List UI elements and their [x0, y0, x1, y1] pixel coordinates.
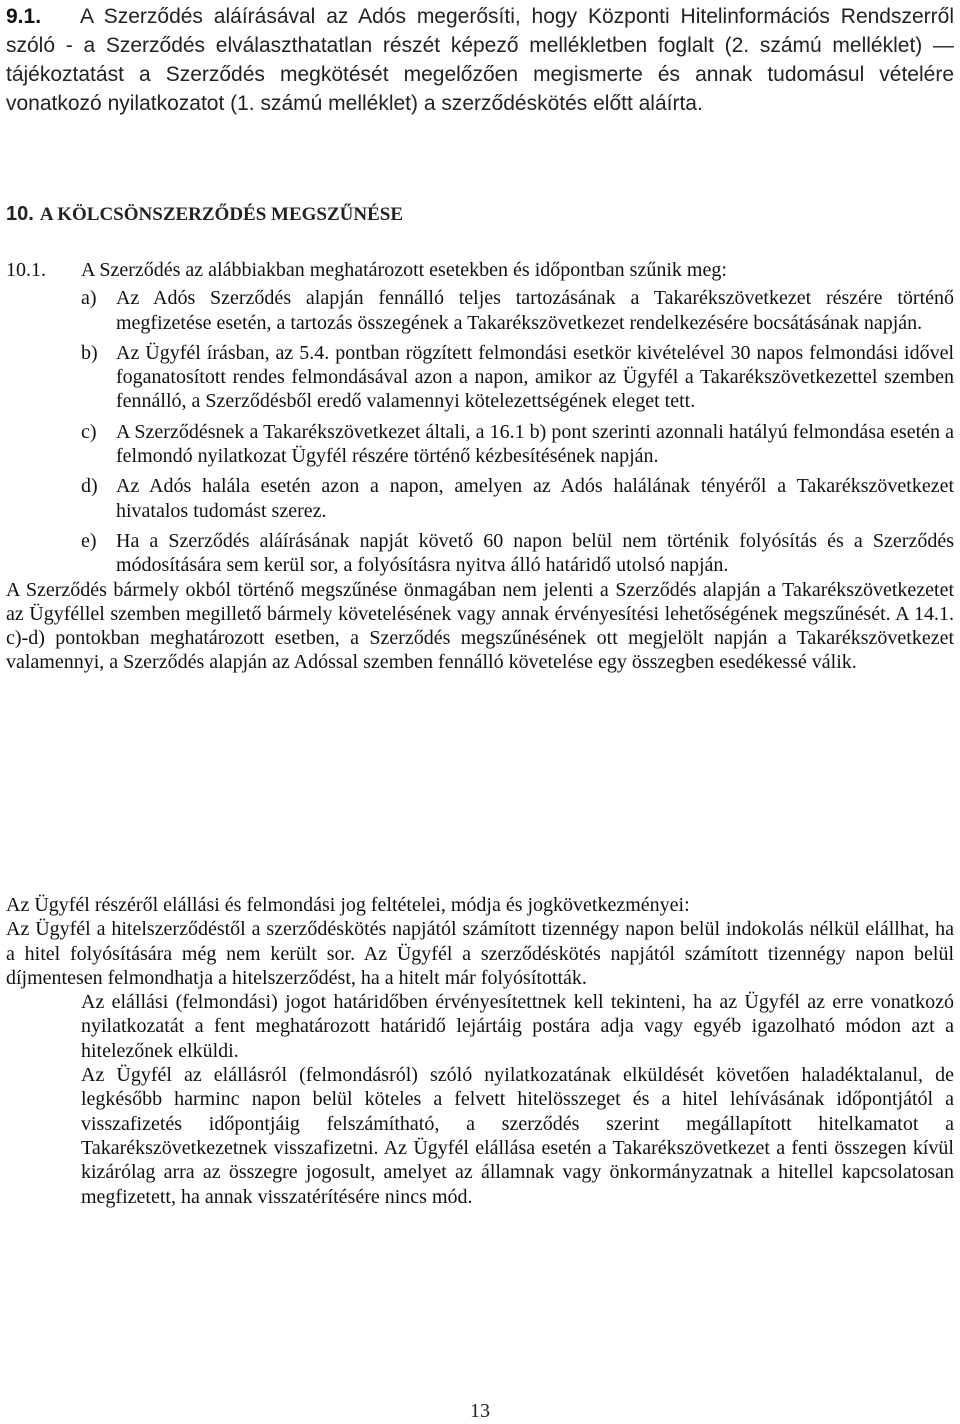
list-item-text: Az Ügyfél írásban, az 5.4. pontban rögzített felmondási esetkör kivételével 30 napos felmondási idővel foganatosított rendes felmondásával azon a napon, amikor az Ügyfél a Takarékszövetkezettel szemben fennálló, a Szerződésből eredő valamennyi kötelezettségének eleget tett.	[116, 341, 954, 413]
list-item-label: b)	[81, 341, 98, 364]
list-item-text: Ha a Szerződés aláírásának napját követő 60 napon belül nem történik folyósítás és a Szerződés módosítására sem kerül sor, a folyósításra nyitva álló határidő utolsó napján.	[116, 529, 954, 577]
section-text: A Szerződés aláírásával az Adós megerősíti, hogy Központi Hitelinformációs Rendszerről szóló - a Szerződés elválaszthatatlan részét képező mellékletben foglalt (2. számú melléklet) ― tájékoztatást a Szerződés megkötését megelőzően megismerte és annak tudomásul vételére vonatkozó nyilatkozatot (1. számú melléklet) a szerződéskötés előtt aláírta.	[6, 5, 954, 115]
page-number: 13	[470, 1400, 490, 1422]
heading-title: A KÖLCSÖNSZERZŐDÉS MEGSZŰNÉSE	[39, 204, 404, 225]
withdrawal-paragraph-1: Az Ügyfél a hitelszerződéstől a szerződéskötés napjától számított tizennégy napon belül indokolás nélkül elállhat, ha a hitel folyósítására még nem került sor. Az Ügyfél a szerződéskötés napjától számított tizennégy napon belül díjmentesen felmondhatja a hitelszerződést, ha a hitelt már folyósították.	[6, 918, 954, 989]
list-item-text: Az Adós Szerződés alapján fennálló teljes tartozásának a Takarékszövetkezet részére történő megfizetése esetén, a tartozás összegének a Takarékszövetkezet rendelkezésére bocsátásának napján.	[116, 287, 954, 334]
section-9-1-paragraph	[6, 2, 954, 118]
withdrawal-paragraph-2: Az elállási (felmondási) jogot határidőben érvényesítettnek kell tekinteni, ha az Ügyfél az erre vonatkozó nyilatkozatát a fent meghatározott határidő lejártáig postára adja vagy egyéb igazolható módon azt a hitelezőnek elküldi.	[81, 991, 954, 1062]
section-10-1-intro	[6, 258, 954, 282]
section-number: 10.1.	[6, 259, 46, 281]
termination-cases-list	[6, 286, 954, 577]
withdrawal-heading: Az Ügyfél részéről elállási és felmondási jog feltételei, módja és jogkövetkezményei:	[6, 894, 690, 916]
list-item	[6, 341, 954, 414]
list-item	[6, 420, 954, 469]
section-number: 9.1.	[6, 5, 42, 28]
section-9-1	[6, 2, 954, 118]
list-item-label: c)	[81, 420, 97, 443]
withdrawal-section	[6, 893, 954, 1209]
list-item	[6, 474, 954, 523]
list-item-label: d)	[81, 475, 98, 498]
list-item	[6, 286, 954, 335]
list-item-label: e)	[81, 529, 97, 552]
withdrawal-paragraph-3: Az Ügyfél az elállásról (felmondásról) szóló nyilatkozatának elküldését követően haladéktalanul, de legkésőbb harminc napon belül köteles a felvett hitelösszeget és a hitel lehívásának időpontjától a visszafizetés időpontjáig felszámítható, a szerződés szerint megállapított hitelkamatot a Takarékszövetkezetnek visszafizetni. Az Ügyfél elállása esetén a Takarékszövetkezet a fenti összegen kívül kizárólag arra az összegre jogosult, amelyet az államnak vagy önkormányzatnak a hitellel kapcsolatosan megfizetett, ha annak visszatérítésére nincs mód.	[81, 1064, 954, 1208]
list-item-text: Az Adós halála esetén azon a napon, amelyen az Adós halálának tényéről a Takarékszövetkezet hivatalos tudomást szerez.	[116, 475, 954, 522]
list-item-label: a)	[81, 287, 97, 310]
heading-number: 10.	[6, 203, 34, 225]
list-item-text: A Szerződésnek a Takarékszövetkezet általi, a 16.1 b) pont szerinti azonnali hatályú felmondása esetén a felmondó nyilatkozat Ügyfél részére történő kézbesítésének napján.	[116, 420, 954, 468]
list-item	[6, 529, 954, 578]
section-10-1	[6, 258, 954, 675]
section-heading-10	[6, 203, 403, 226]
closing-paragraph: A Szerződés bármely okból történő megszűnése önmagában nem jelenti a Szerződés alapján a Takarékszövetkezetet az Ügyféllel szemben megillető bármely követelésének vagy annak érvényesítési lehetőségének megszűnését. A 14.1. c)-d) pontokban meghatározott esetben, a Szerződés megszűnésének ott megjelölt napján a Takarékszövetkezet valamennyi, a Szerződés alapján az Adóssal szemben fennálló követelése egy összegben esedékessé válik.	[6, 578, 954, 674]
intro-text: A Szerződés az alábbiakban meghatározott esetekben és időpontban szűnik meg:	[81, 259, 727, 281]
